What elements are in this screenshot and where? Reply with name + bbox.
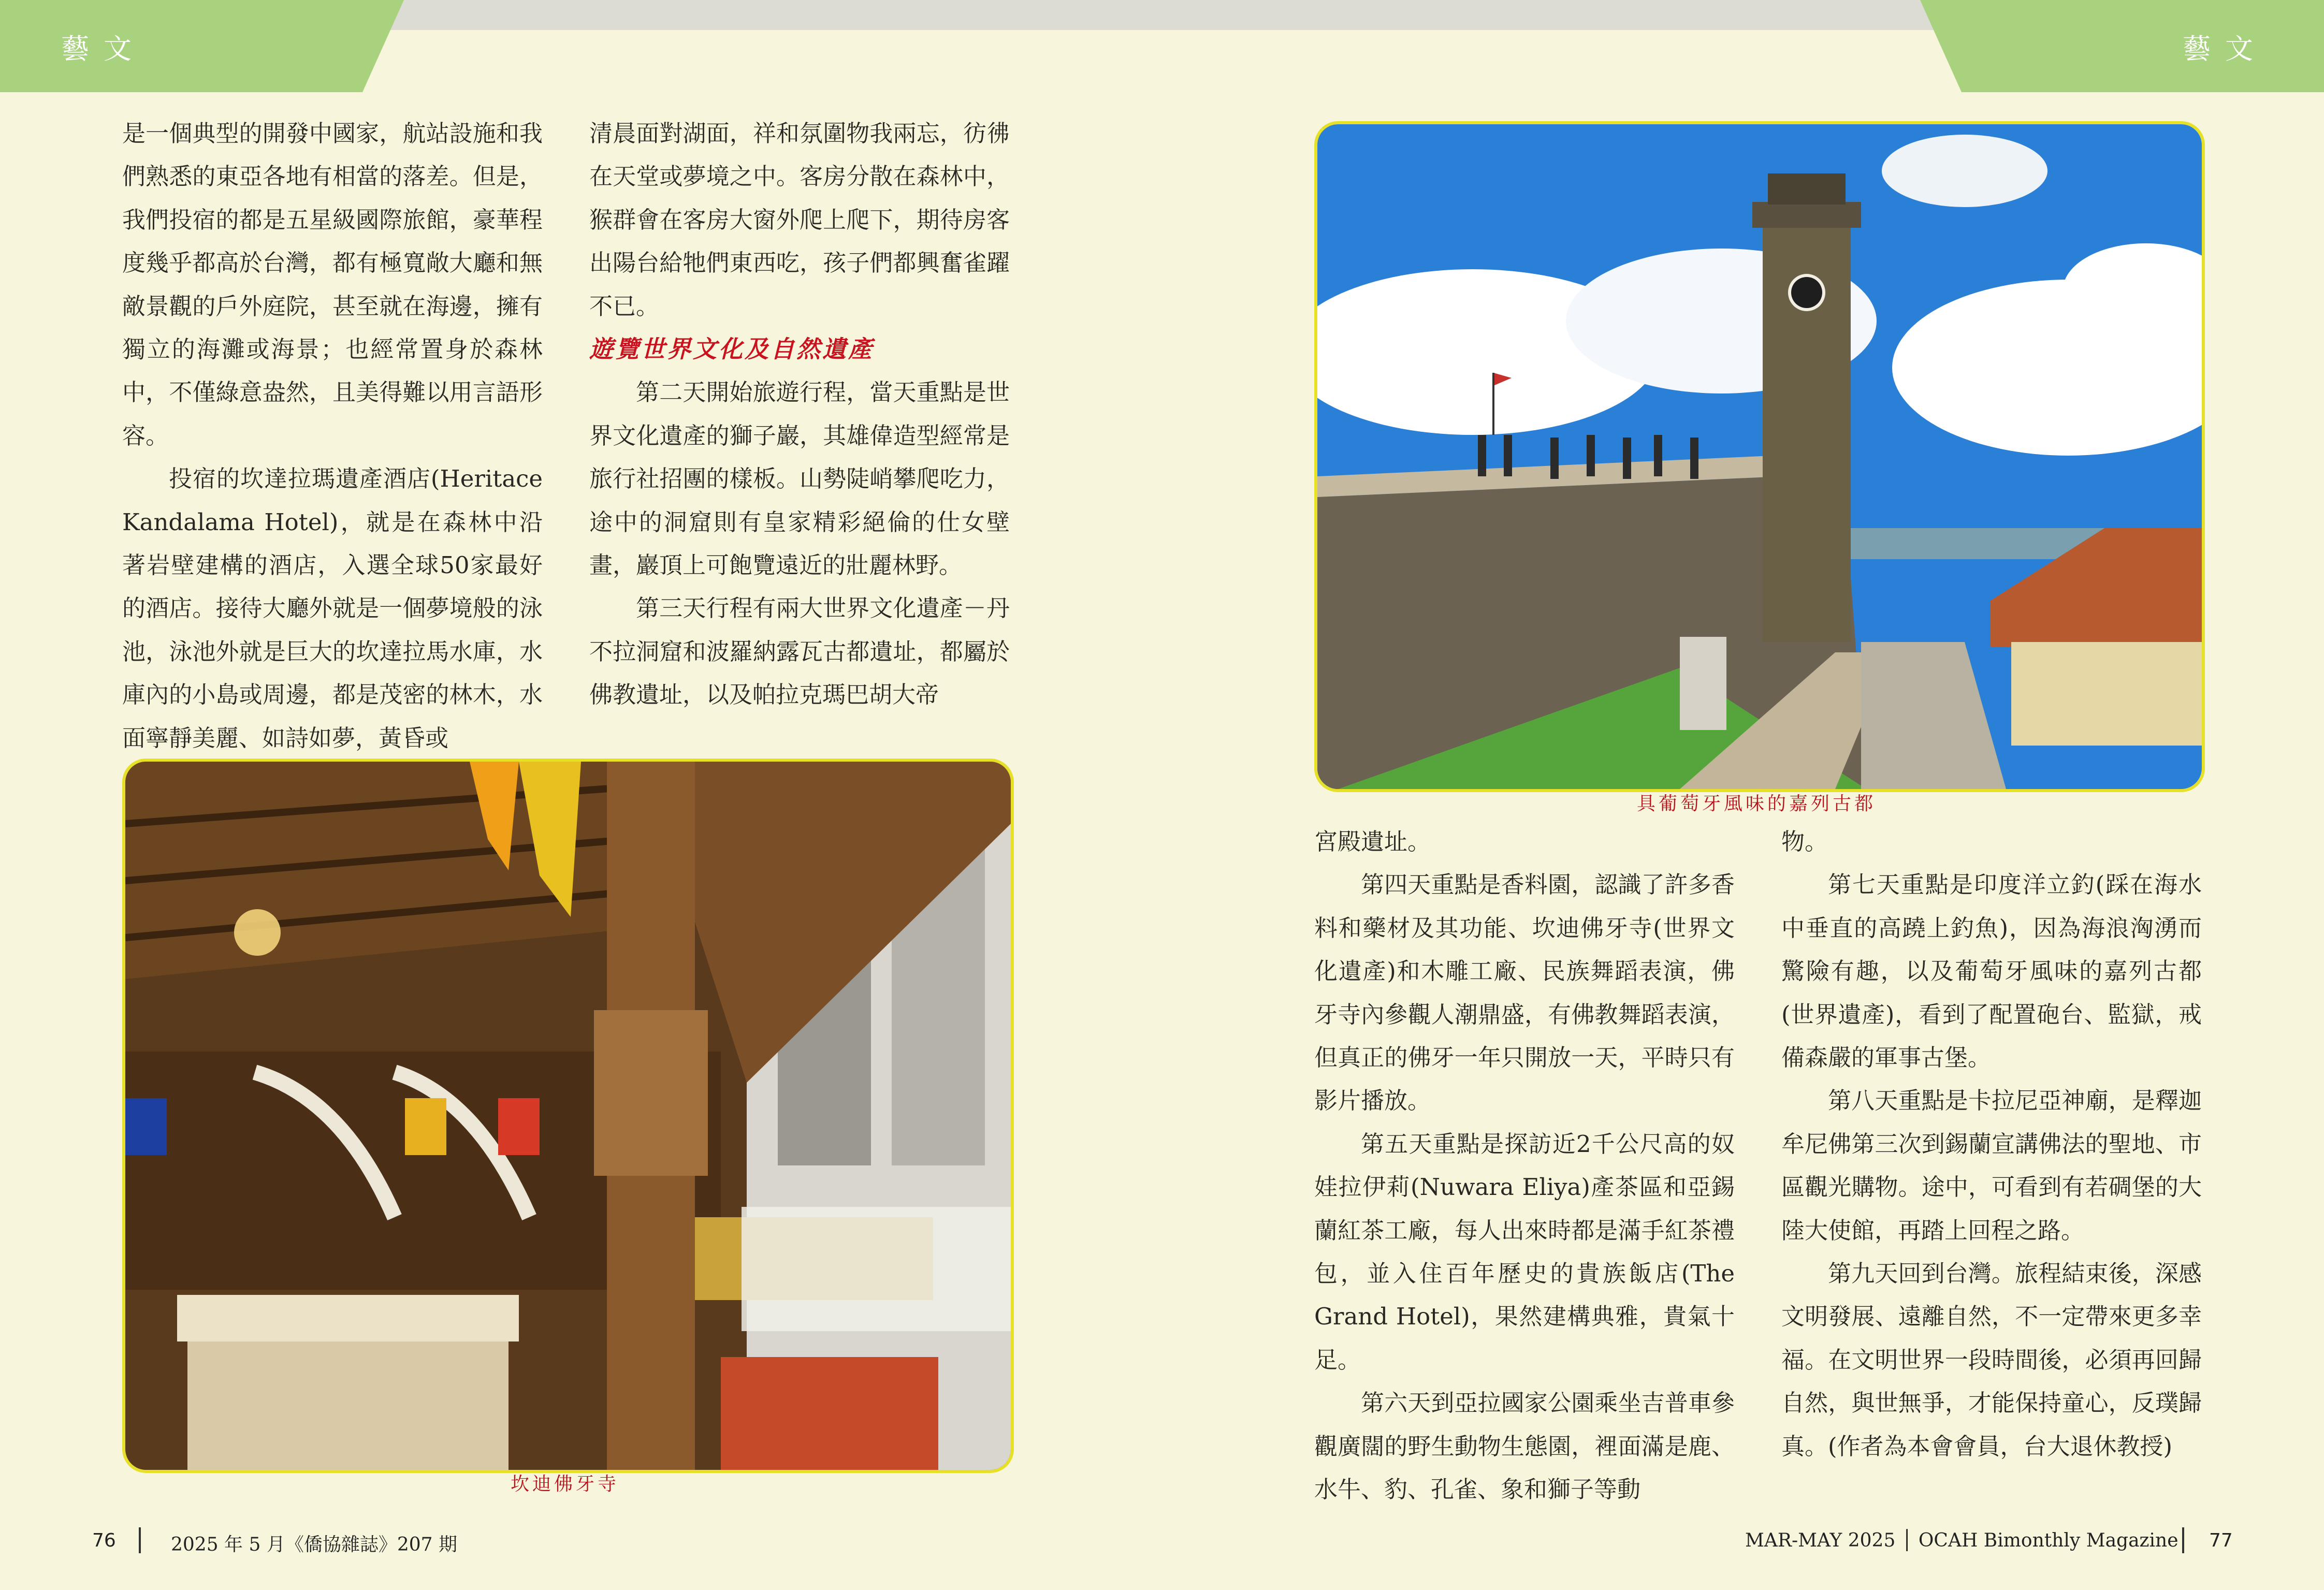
footer-divider — [2182, 1527, 2184, 1553]
section-label-right: 藝文 — [2183, 33, 2268, 65]
page-number-right: 77 — [2209, 1530, 2233, 1551]
paragraph: 第六天到亞拉國家公園乘坐吉普車參觀廣闊的野生動物生態園，裡面滿是鹿、水牛、豹、孔雀、象和獅子等動 — [1314, 1389, 1735, 1504]
left-column-1 — [122, 112, 543, 757]
section-heading: 遊覽世界文化及自然遺產 — [589, 335, 874, 363]
paragraph: 第九天回到台灣。旅程結束後，深感文明發展、遠離自然，不一定帶來更多幸福。在文明世界一段時間後，必須再回歸自然，與世無爭，才能保持童心，反璞歸真。(作者為本會會員，台大退休教授) — [1781, 1260, 2202, 1460]
page-number-left: 76 — [92, 1530, 116, 1551]
footer-magazine: MAR-MAY 2025 │ OCAH Bimonthly Magazine — [1745, 1530, 2178, 1551]
paragraph: 第三天行程有兩大世界文化遺產－丹不拉洞窟和波羅納露瓦古都遺址，都屬於佛教遺址，以及帕拉克瑪巴胡大帝 — [589, 594, 1010, 709]
right-column-2 — [1781, 820, 2202, 1514]
paragraph: 第四天重點是香料園，認識了許多香料和藥材及其功能、坎迪佛牙寺(世界文化遺產)和木雕工廠、民族舞蹈表演，佛牙寺內參觀人潮鼎盛，有佛教舞蹈表演，但真正的佛牙一年只開放一天，平時只有影片播放。 — [1314, 871, 1735, 1115]
paragraph: 第八天重點是卡拉尼亞神廟，是釋迦牟尼佛第三次到錫蘭宣講佛法的聖地、市區觀光購物。途中，可看到有若碉堡的大陸大使館，再踏上回程之路。 — [1781, 1087, 2202, 1244]
galle-fort-photo — [1314, 121, 2205, 792]
paragraph: 物。 — [1781, 828, 1828, 855]
paragraph: 第二天開始旅遊行程，當天重點是世界文化遺產的獅子巖，其雄偉造型經常是旅行社招團的樣板。山勢陡峭攀爬吃力，途中的洞窟則有皇家精彩絕倫的仕女壁畫，巖頂上可飽覽遠近的壯麗林野。 — [589, 378, 1010, 579]
temple-photo — [122, 758, 1014, 1473]
footer-divider — [139, 1527, 141, 1553]
right-column-1 — [1314, 820, 1735, 1514]
footer-issue: 2025 年 5 月《僑協雜誌》207 期 — [171, 1534, 458, 1555]
paragraph: 第五天重點是探訪近2千公尺高的奴娃拉伊莉(Nuwara Eliya)產茶區和亞錫蘭紅茶工廠，每人出來時都是滿手紅茶禮包，並入住百年歷史的貴族飯店(The Grand Hotel)，果然建構典雅，貴氣十足。 — [1314, 1130, 1735, 1374]
paragraph: 第七天重點是印度洋立釣(踩在海水中垂直的高蹺上釣魚)，因為海浪洶湧而驚險有趣，以及葡萄牙風味的嘉列古都(世界遺產)，看到了配置砲台、監獄，戒備森嚴的軍事古堡。 — [1781, 871, 2202, 1072]
paragraph: 清晨面對湖面，祥和氛圍物我兩忘，彷彿在天堂或夢境之中。客房分散在森林中，猴群會在客房大窗外爬上爬下，期待房客出陽台給牠們東西吃，孩子們都興奮雀躍不已。 — [589, 120, 1010, 320]
paragraph: 宮殿遺址。 — [1314, 828, 1431, 855]
paragraph: 是一個典型的開發中國家，航站設施和我們熟悉的東亞各地有相當的落差。但是，我們投宿的都是五星級國際旅館，豪華程度幾乎都高於台灣，都有極寬敞大廳和無敵景觀的戶外庭院，甚至就在海邊，擁有獨立的海灘或海景；也經常置身於森林中，不僅綠意盎然，且美得難以用言語形容。 — [122, 120, 543, 449]
photo-caption: 具葡萄牙風味的嘉列古都 — [1636, 793, 1876, 814]
photo-caption: 坎迪佛牙寺 — [510, 1474, 619, 1495]
section-tab-left — [0, 0, 404, 92]
section-label-left: 藝文 — [61, 33, 146, 65]
left-column-2 — [589, 112, 1010, 757]
paragraph: 投宿的坎達拉瑪遺產酒店(Heritace Kandalama Hotel)，就是在森林中沿著岩壁建構的酒店，入選全球50家最好的酒店。接待大廳外就是一個夢境般的泳池，泳池外就是巨大的坎達拉馬水庫，水庫內的小島或周邊，都是茂密的林木，水面寧靜美麗、如詩如夢，黃昏或 — [122, 465, 543, 752]
